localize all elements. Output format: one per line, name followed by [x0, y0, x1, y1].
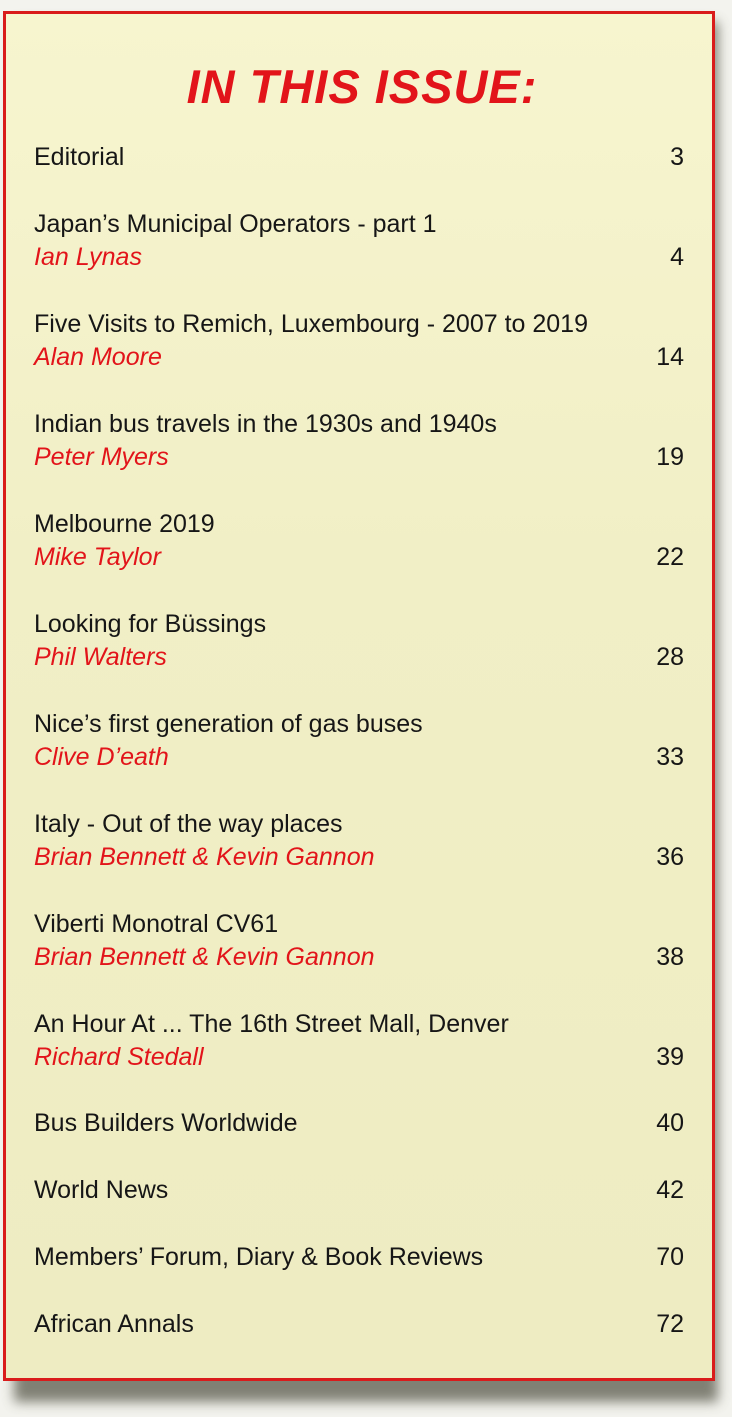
entry-title: An Hour At ... The 16th Street Mall, Denver [34, 1010, 509, 1038]
entry-page: 39 [656, 1043, 684, 1071]
entry-title: Viberti Monotral CV61 [34, 910, 279, 938]
entry-page: 36 [656, 843, 684, 871]
entry-author: Phil Walters [34, 643, 167, 671]
entry-page: 40 [656, 1109, 684, 1137]
entry-title: Melbourne 2019 [34, 510, 215, 538]
entry-page: 42 [656, 1176, 684, 1204]
page-title: IN THIS ISSUE: [186, 60, 538, 113]
entry-author: Brian Bennett & Kevin Gannon [34, 943, 375, 971]
entry-title: Japan’s Municipal Operators - part 1 [34, 210, 437, 238]
entry-title: Bus Builders Worldwide [34, 1109, 298, 1137]
entry-title: African Annals [34, 1310, 194, 1338]
entry-author: Ian Lynas [34, 243, 142, 271]
entry-author: Mike Taylor [34, 543, 161, 571]
entry-title: Looking for Büssings [34, 610, 267, 638]
entry-title: Nice’s first generation of gas buses [34, 710, 423, 738]
entry-title: Five Visits to Remich, Luxembourg - 2007 to 2019 [34, 310, 588, 338]
entry-title: Italy - Out of the way places [34, 810, 343, 838]
entry-page: 22 [656, 543, 684, 571]
entry-author: Brian Bennett & Kevin Gannon [34, 843, 375, 871]
entry-page: 33 [656, 743, 684, 771]
entry-page: 28 [656, 643, 684, 671]
entry-author: Peter Myers [34, 443, 169, 471]
entry-page: 4 [670, 243, 684, 271]
entry-page: 3 [670, 143, 684, 171]
entry-title: World News [34, 1176, 169, 1204]
entry-author: Richard Stedall [34, 1043, 204, 1071]
entry-page: 70 [656, 1243, 684, 1271]
entry-page: 72 [656, 1310, 684, 1338]
entry-author: Clive D’eath [34, 743, 169, 771]
entry-page: 19 [656, 443, 684, 471]
entry-author: Alan Moore [34, 343, 162, 371]
entry-title: Indian bus travels in the 1930s and 1940s [34, 410, 497, 438]
entry-page: 14 [656, 343, 684, 371]
entry-title: Members’ Forum, Diary & Book Reviews [34, 1243, 484, 1271]
contents-panel [3, 11, 715, 1381]
entry-title: Editorial [34, 143, 125, 171]
entry-page: 38 [656, 943, 684, 971]
